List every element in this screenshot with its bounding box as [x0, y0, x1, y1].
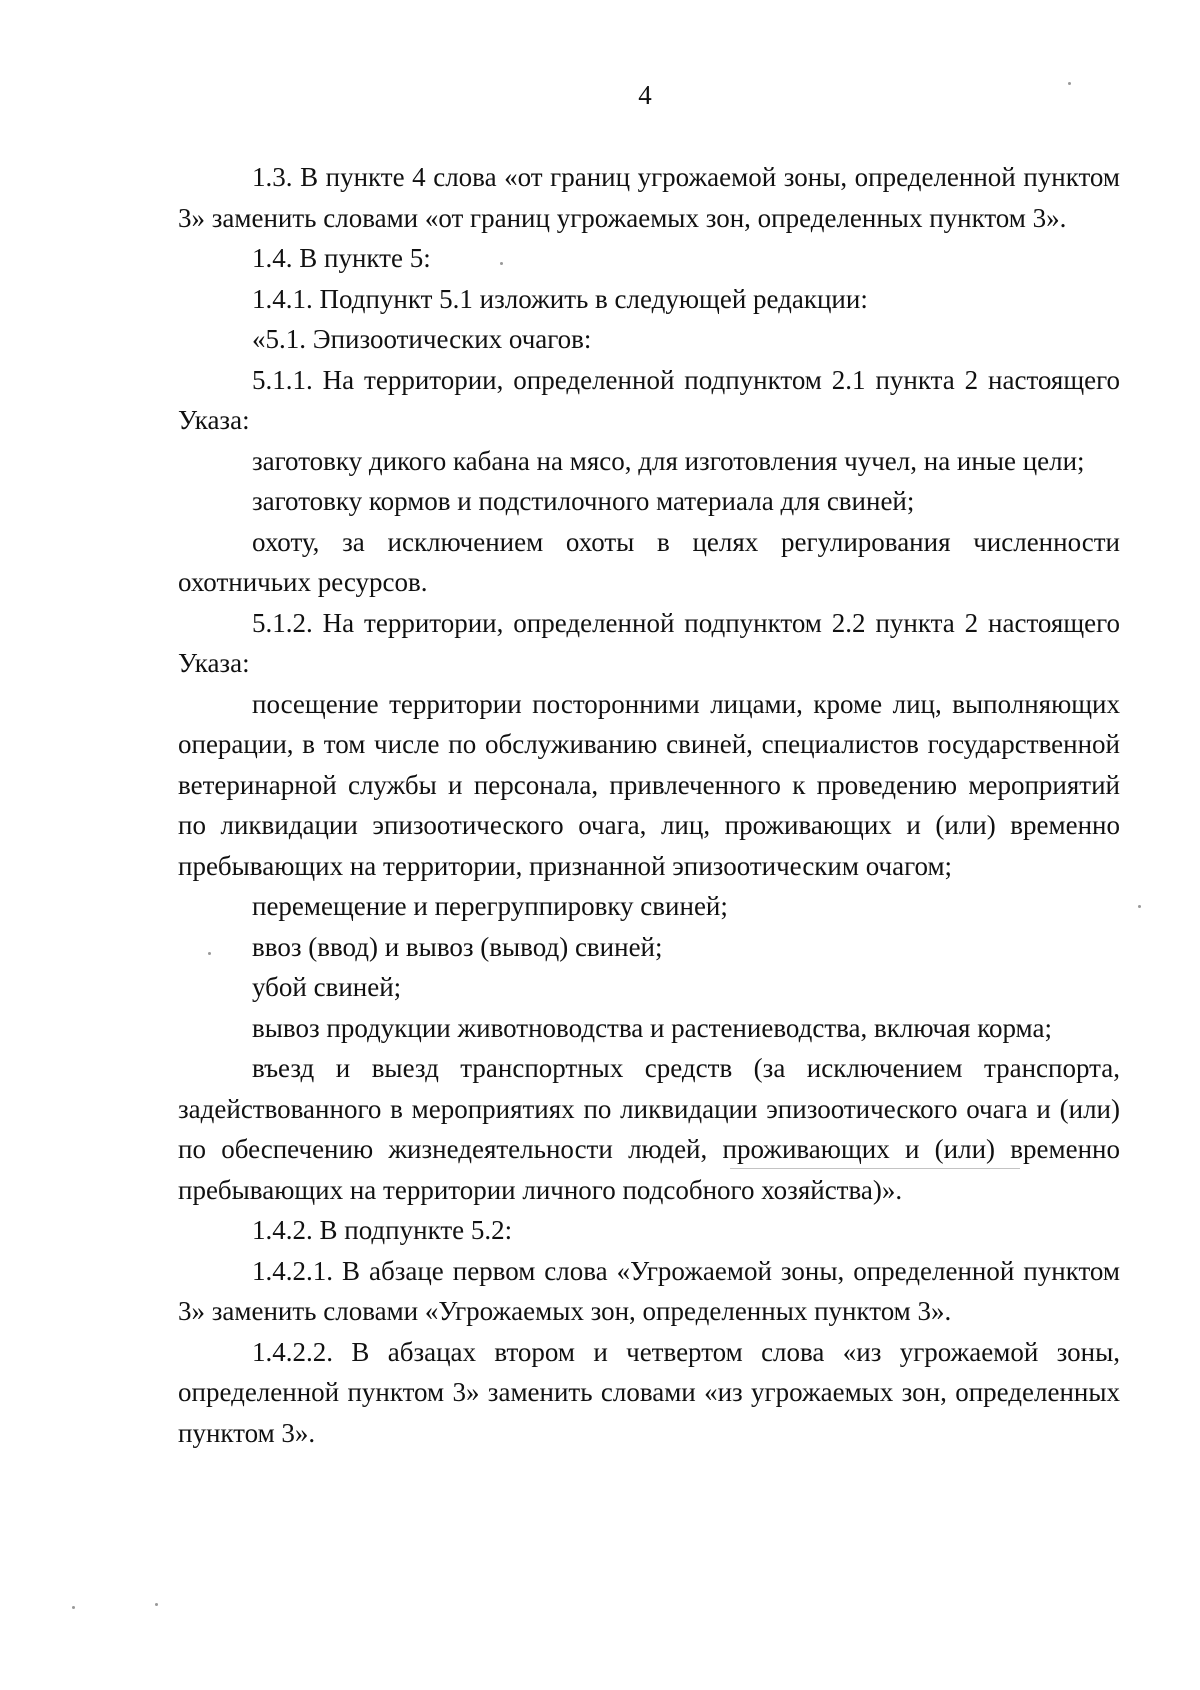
list-item-slaughter: убой свиней;	[252, 972, 402, 1002]
document-body	[178, 157, 1120, 1453]
scan-speck	[155, 1603, 158, 1606]
list-item-movement: перемещение и перегруппировку свиней;	[252, 891, 728, 921]
paragraph-1-3: 1.3. В пункте 4 слова «от границ угрожаемой зоны, определенной пунктом 3» заменить словами «от границ угрожаемых зон, определенных пунктом 3».	[178, 162, 1120, 233]
list-item-visiting: посещение территории посторонними лицами, кроме лиц, выполняющих операции, в том числе по обслуживанию свиней, специалистов государственной ветеринарной службы и персонала, привлеченного к проведению мероприятий по ликвидации эпизоотического очага, лиц, проживающих и (или) временно пребывающих на территории, признанной эпизоотическим очагом;	[178, 688, 1120, 881]
paragraph-1-4-2: 1.4.2. В подпункте 5.2:	[252, 1215, 513, 1245]
page-number: 4	[638, 80, 652, 110]
scan-speck	[208, 952, 211, 955]
paragraph-5-1-2: 5.1.2. На территории, определенной подпунктом 2.2 пункта 2 настоящего Указа:	[178, 607, 1120, 678]
scan-speck	[1138, 905, 1141, 908]
paragraph-1-4-1: 1.4.1. Подпункт 5.1 изложить в следующей редакции:	[252, 283, 868, 314]
paragraph-1-4-2-2: 1.4.2.2. В абзацах втором и четвертом слова «из угрожаемой зоны, определенной пунктом 3» заменить словами «из угрожаемых зон, определенных пунктом 3».	[178, 1336, 1120, 1448]
list-item-hunting: охоту, за исключением охоты в целях регулирования численности охотничьих ресурсов.	[178, 526, 1120, 597]
list-item-vehicles: въезд и выезд транспортных средств (за исключением транспорта, задействованного в мероприятиях по ликвидации эпизоотического очага и (или) по обеспечению жизнедеятельности людей, проживающих и (или) временно пребывающих на территории личного подсобного хозяйства)».	[178, 1053, 1120, 1205]
list-item-feed: заготовку кормов и подстилочного материала для свиней;	[252, 486, 915, 516]
list-item-import-export: ввоз (ввод) и вывоз (вывод) свиней;	[252, 931, 663, 962]
scan-scratch	[730, 1168, 1020, 1169]
scan-speck	[72, 1606, 75, 1609]
paragraph-1-4: 1.4. В пункте 5:	[252, 243, 431, 273]
paragraph-5-1: «5.1. Эпизоотических очагов:	[252, 324, 592, 354]
paragraph-1-4-2-1: 1.4.2.1. В абзаце первом слова «Угрожаемой зоны, определенной пунктом 3» заменить словами «Угрожаемых зон, определенных пунктом 3».	[178, 1255, 1120, 1326]
list-item-products: вывоз продукции животноводства и растениеводства, включая корма;	[252, 1012, 1052, 1043]
list-item-boar: заготовку дикого кабана на мясо, для изготовления чучел, на иные цели;	[252, 445, 1085, 476]
paragraph-5-1-1: 5.1.1. На территории, определенной подпунктом 2.1 пункта 2 настоящего Указа:	[178, 364, 1120, 435]
scan-speck	[500, 262, 503, 265]
scan-speck	[1068, 82, 1071, 85]
